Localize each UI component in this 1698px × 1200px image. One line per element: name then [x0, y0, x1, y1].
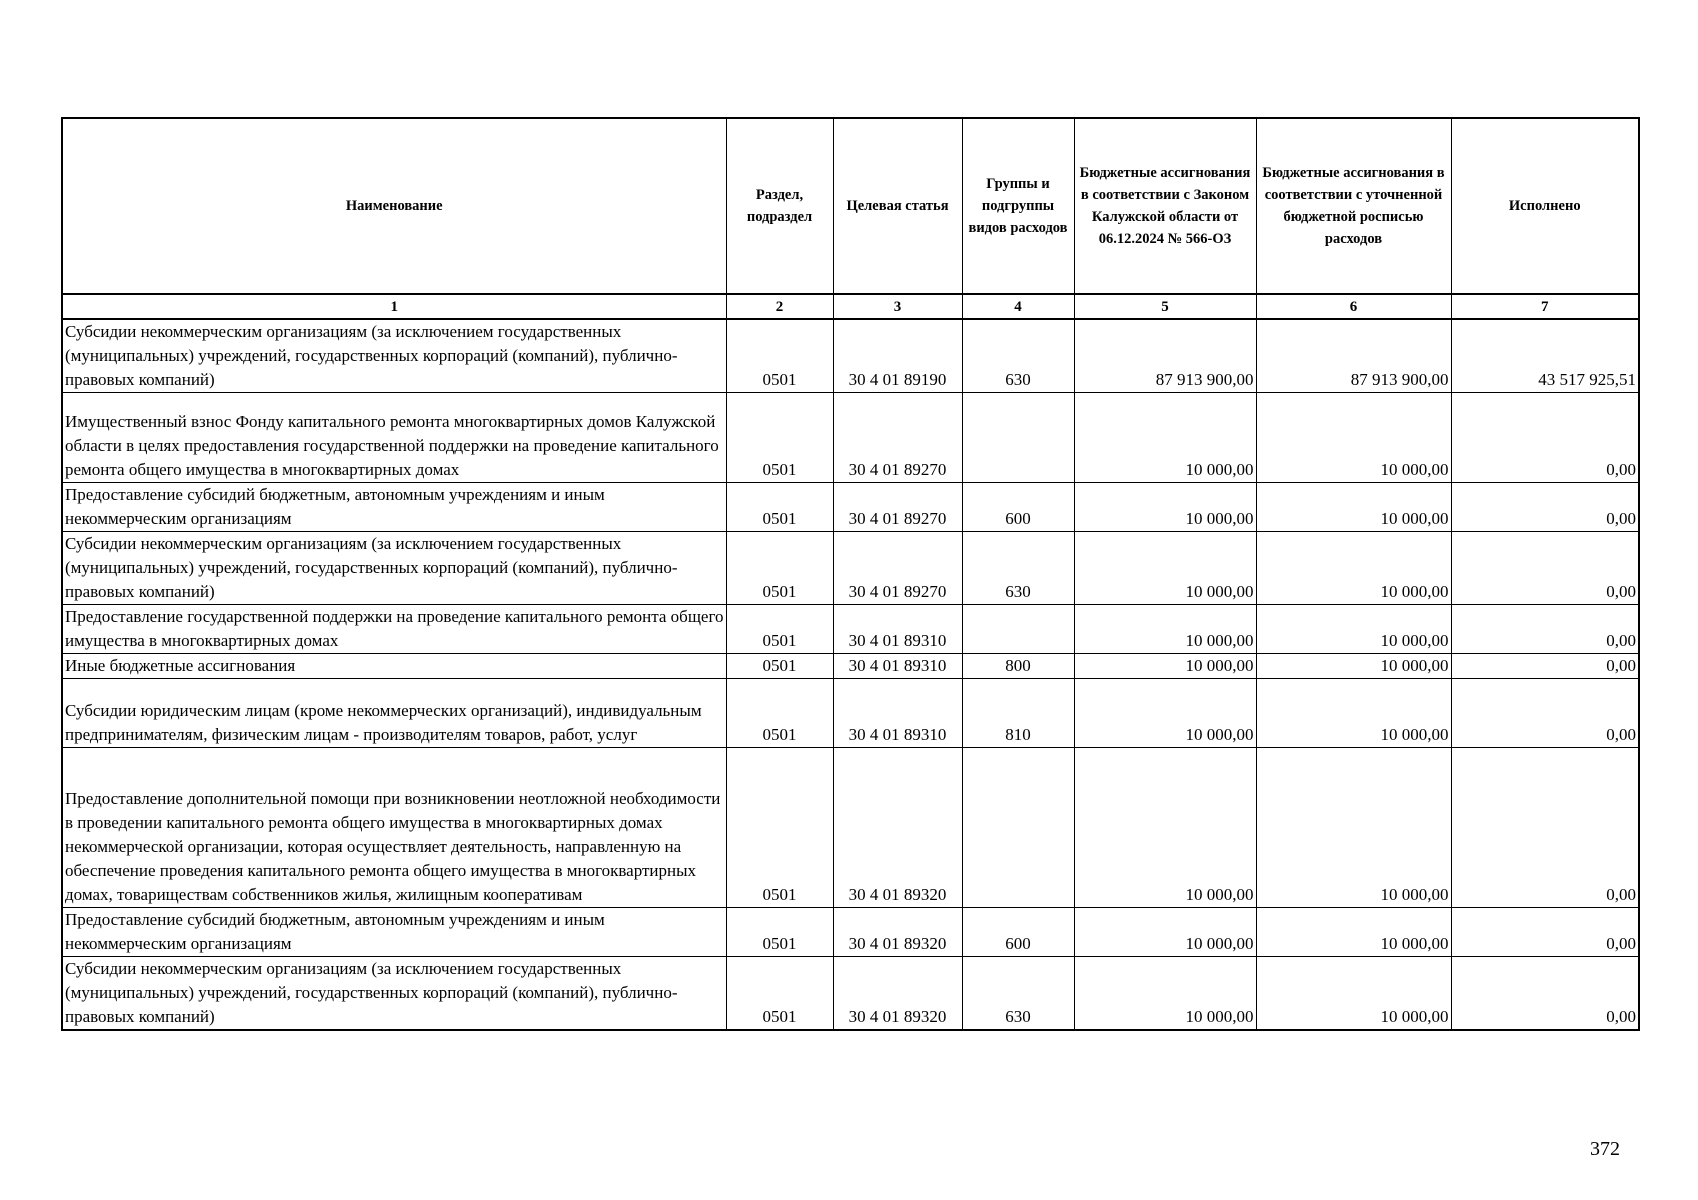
- target-article: 30 4 01 89310: [833, 605, 962, 654]
- column-number: 4: [962, 294, 1074, 319]
- section-code: 0501: [726, 319, 833, 393]
- law-amount: 10 000,00: [1074, 748, 1256, 908]
- expense-group: 800: [962, 654, 1074, 679]
- table-row: [62, 908, 1639, 957]
- executed-amount: 0,00: [1451, 748, 1639, 908]
- section-code: 0501: [726, 748, 833, 908]
- target-article: 30 4 01 89270: [833, 393, 962, 483]
- table-body: [62, 294, 1639, 1030]
- section-code: 0501: [726, 679, 833, 748]
- expense-group: [962, 748, 1074, 908]
- executed-amount: 0,00: [1451, 679, 1639, 748]
- expense-group: 600: [962, 483, 1074, 532]
- column-number: 2: [726, 294, 833, 319]
- expense-group: [962, 393, 1074, 483]
- table-row: [62, 654, 1639, 679]
- law-amount: 10 000,00: [1074, 393, 1256, 483]
- law-amount: 10 000,00: [1074, 679, 1256, 748]
- item-name: Субсидии юридическим лицам (кроме некоммерческих организаций), индивидуальным предпринимателям, физическим лицам - производителям товаров, работ, услуг: [62, 679, 726, 748]
- law-amount: 10 000,00: [1074, 908, 1256, 957]
- header-row: [62, 118, 1639, 294]
- executed-amount: 0,00: [1451, 483, 1639, 532]
- executed-amount: 43 517 925,51: [1451, 319, 1639, 393]
- table-row: [62, 532, 1639, 605]
- target-article: 30 4 01 89320: [833, 957, 962, 1031]
- expense-group: 630: [962, 532, 1074, 605]
- table-row: [62, 605, 1639, 654]
- table-row: [62, 393, 1639, 483]
- law-amount: 10 000,00: [1074, 605, 1256, 654]
- header-target: Целевая статья: [833, 118, 962, 294]
- executed-amount: 0,00: [1451, 908, 1639, 957]
- item-name: Предоставление субсидий бюджетным, автономным учреждениям и иным некоммерческим организациям: [62, 908, 726, 957]
- item-name: Предоставление субсидий бюджетным, автономным учреждениям и иным некоммерческим организациям: [62, 483, 726, 532]
- expense-group: [962, 605, 1074, 654]
- table-row: [62, 483, 1639, 532]
- header-refined-assignments: Бюджетные ассигнования в соответствии с уточненной бюджетной росписью расходов: [1256, 118, 1451, 294]
- header-name: Наименование: [62, 118, 726, 294]
- column-number: 5: [1074, 294, 1256, 319]
- column-number: 7: [1451, 294, 1639, 319]
- executed-amount: 0,00: [1451, 654, 1639, 679]
- column-number: 1: [62, 294, 726, 319]
- table-row: [62, 319, 1639, 393]
- target-article: 30 4 01 89320: [833, 908, 962, 957]
- section-code: 0501: [726, 957, 833, 1031]
- law-amount: 10 000,00: [1074, 483, 1256, 532]
- item-name: Субсидии некоммерческим организациям (за исключением государственных (муниципальных) учреждений, государственных корпораций (компаний), публично-правовых компаний): [62, 532, 726, 605]
- refined-amount: 10 000,00: [1256, 957, 1451, 1031]
- law-amount: 10 000,00: [1074, 957, 1256, 1031]
- section-code: 0501: [726, 908, 833, 957]
- column-number: 6: [1256, 294, 1451, 319]
- refined-amount: 10 000,00: [1256, 483, 1451, 532]
- section-code: 0501: [726, 532, 833, 605]
- header-law-assignments: Бюджетные ассигнования в соответствии с Законом Калужской области от 06.12.2024 № 566-ОЗ: [1074, 118, 1256, 294]
- budget-table: [61, 117, 1640, 1031]
- section-code: 0501: [726, 654, 833, 679]
- section-code: 0501: [726, 483, 833, 532]
- refined-amount: 87 913 900,00: [1256, 319, 1451, 393]
- column-number-row: [62, 294, 1639, 319]
- table-row: [62, 679, 1639, 748]
- refined-amount: 10 000,00: [1256, 654, 1451, 679]
- target-article: 30 4 01 89310: [833, 654, 962, 679]
- section-code: 0501: [726, 605, 833, 654]
- target-article: 30 4 01 89270: [833, 532, 962, 605]
- executed-amount: 0,00: [1451, 532, 1639, 605]
- expense-group: 630: [962, 957, 1074, 1031]
- law-amount: 10 000,00: [1074, 654, 1256, 679]
- expense-group: 630: [962, 319, 1074, 393]
- law-amount: 10 000,00: [1074, 532, 1256, 605]
- refined-amount: 10 000,00: [1256, 393, 1451, 483]
- item-name: Субсидии некоммерческим организациям (за исключением государственных (муниципальных) учреждений, государственных корпораций (компаний), публично-правовых компаний): [62, 319, 726, 393]
- item-name: Иные бюджетные ассигнования: [62, 654, 726, 679]
- executed-amount: 0,00: [1451, 605, 1639, 654]
- refined-amount: 10 000,00: [1256, 908, 1451, 957]
- section-code: 0501: [726, 393, 833, 483]
- item-name: Субсидии некоммерческим организациям (за исключением государственных (муниципальных) учреждений, государственных корпораций (компаний), публично-правовых компаний): [62, 957, 726, 1031]
- refined-amount: 10 000,00: [1256, 532, 1451, 605]
- target-article: 30 4 01 89190: [833, 319, 962, 393]
- executed-amount: 0,00: [1451, 957, 1639, 1031]
- target-article: 30 4 01 89310: [833, 679, 962, 748]
- item-name: Имущественный взнос Фонду капитального ремонта многоквартирных домов Калужской области в целях предоставления государственной поддержки на проведение капитального ремонта общего имущества в многоквартирных домах: [62, 393, 726, 483]
- refined-amount: 10 000,00: [1256, 605, 1451, 654]
- law-amount: 87 913 900,00: [1074, 319, 1256, 393]
- header-group: Группы и подгруппы видов расходов: [962, 118, 1074, 294]
- table-row: [62, 957, 1639, 1031]
- executed-amount: 0,00: [1451, 393, 1639, 483]
- item-name: Предоставление дополнительной помощи при возникновении неотложной необходимости в проведении капитального ремонта общего имущества в многоквартирных домах некоммерческой организации, которая осуществляет деятельность, направленную на обеспечение проведения капитального ремонта общего имущества в многоквартирных домах, товариществам собственников жилья, жилищным кооперативам: [62, 748, 726, 908]
- target-article: 30 4 01 89320: [833, 748, 962, 908]
- expense-group: 810: [962, 679, 1074, 748]
- refined-amount: 10 000,00: [1256, 748, 1451, 908]
- expense-group: 600: [962, 908, 1074, 957]
- refined-amount: 10 000,00: [1256, 679, 1451, 748]
- target-article: 30 4 01 89270: [833, 483, 962, 532]
- header-executed: Исполнено: [1451, 118, 1639, 294]
- header-section: Раздел, подраздел: [726, 118, 833, 294]
- column-number: 3: [833, 294, 962, 319]
- table-row: [62, 748, 1639, 908]
- item-name: Предоставление государственной поддержки на проведение капитального ремонта общего имущества в многоквартирных домах: [62, 605, 726, 654]
- page-number: 372: [1590, 1138, 1620, 1160]
